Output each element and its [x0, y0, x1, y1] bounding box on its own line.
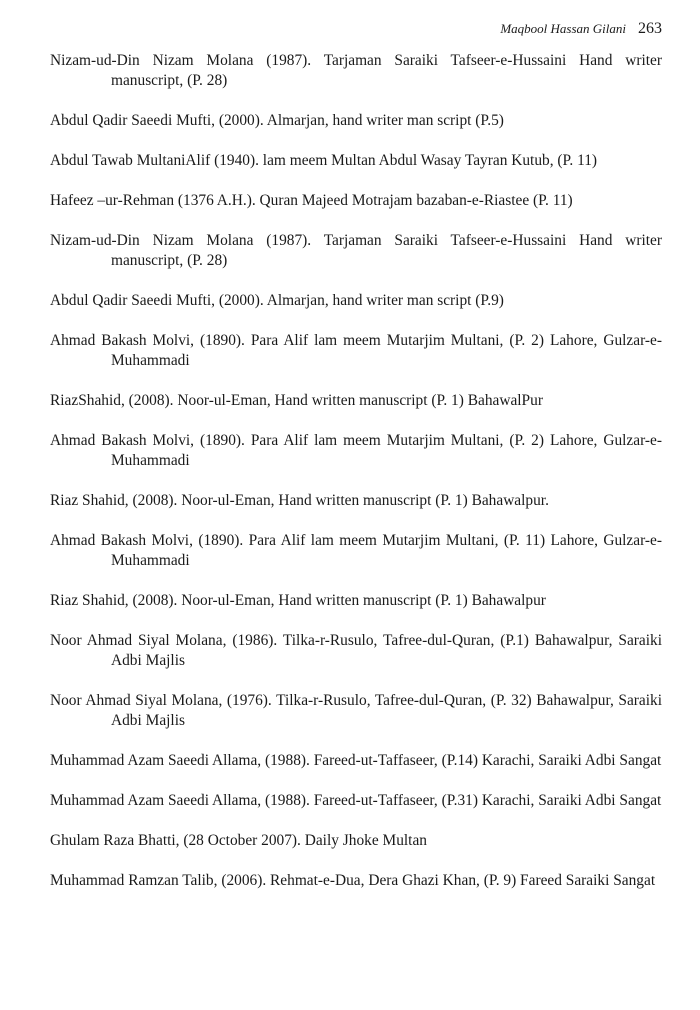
reference-entry: RiazShahid, (2008). Noor-ul-Eman, Hand written manuscript (P. 1) BahawalPur	[50, 392, 543, 409]
running-head	[500, 20, 662, 38]
reference-entry: Muhammad Ramzan Talib, (2006). Rehmat-e-Dua, Dera Ghazi Khan, (P. 9) Fareed Saraiki Sangat	[50, 872, 656, 889]
reference-list	[50, 51, 662, 911]
reference-entry: Ahmad Bakash Molvi, (1890). Para Alif lam meem Mutarjim Multani, (P. 2) Lahore, Gulzar-e-Muhammadi	[50, 432, 662, 469]
reference-entry: Hafeez –ur-Rehman (1376 A.H.). Quran Majeed Motrajam bazaban-e-Riastee (P. 11)	[50, 192, 573, 209]
running-head-author: Maqbool Hassan Gilani	[500, 21, 626, 36]
reference-entry: Abdul Qadir Saeedi Mufti, (2000). Almarjan, hand writer man script (P.9)	[50, 292, 504, 309]
reference-entry: Muhammad Azam Saeedi Allama, (1988). Fareed-ut-Taffaseer, (P.31) Karachi, Saraiki Adbi Sangat	[50, 792, 662, 809]
page-number: 263	[638, 20, 662, 37]
reference-entry: Nizam-ud-Din Nizam Molana (1987). Tarjaman Saraiki Tafseer-e-Hussaini Hand writer manuscript, (P. 28)	[50, 52, 662, 89]
reference-entry: Ghulam Raza Bhatti, (28 October 2007). Daily Jhoke Multan	[50, 832, 427, 849]
reference-entry: Noor Ahmad Siyal Molana, (1976). Tilka-r-Rusulo, Tafree-dul-Quran, (P. 32) Bahawalpur, Saraiki Adbi Majlis	[50, 692, 662, 729]
reference-entry: Muhammad Azam Saeedi Allama, (1988). Fareed-ut-Taffaseer, (P.14) Karachi, Saraiki Adbi Sangat	[50, 752, 662, 769]
reference-entry: Nizam-ud-Din Nizam Molana (1987). Tarjaman Saraiki Tafseer-e-Hussaini Hand writer manuscript, (P. 28)	[50, 232, 662, 269]
reference-entry: Ahmad Bakash Molvi, (1890). Para Alif lam meem Mutarjim Multani, (P. 2) Lahore, Gulzar-e-Muhammadi	[50, 332, 662, 369]
reference-entry: Noor Ahmad Siyal Molana, (1986). Tilka-r-Rusulo, Tafree-dul-Quran, (P.1) Bahawalpur, Saraiki Adbi Majlis	[50, 632, 662, 669]
reference-entry: Ahmad Bakash Molvi, (1890). Para Alif lam meem Mutarjim Multani, (P. 11) Lahore, Gulzar-e-Muhammadi	[50, 532, 662, 569]
reference-entry: Abdul Tawab MultaniAlif (1940). lam meem Multan Abdul Wasay Tayran Kutub, (P. 11)	[50, 152, 598, 169]
reference-entry: Abdul Qadir Saeedi Mufti, (2000). Almarjan, hand writer man script (P.5)	[50, 112, 504, 129]
reference-entry: Riaz Shahid, (2008). Noor-ul-Eman, Hand written manuscript (P. 1) Bahawalpur.	[50, 492, 549, 509]
reference-entry: Riaz Shahid, (2008). Noor-ul-Eman, Hand written manuscript (P. 1) Bahawalpur	[50, 592, 546, 609]
